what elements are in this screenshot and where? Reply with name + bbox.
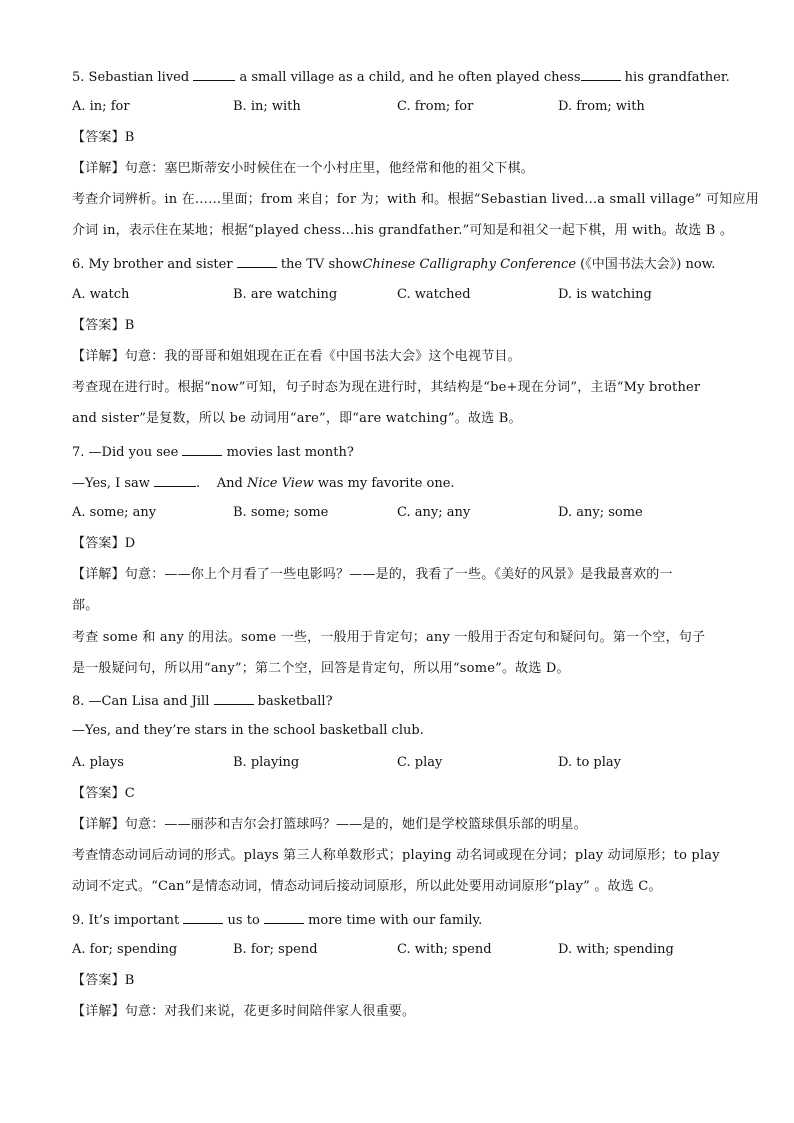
option-c: C. from; for [397, 99, 474, 114]
option-a: A. some; any [72, 505, 157, 520]
question-7-reply: —Yes, I saw . And Nice View was my favorite one. [72, 472, 455, 494]
answer-blank [581, 66, 621, 81]
detail-line: 考查情态动词后动词的形式。plays 第三人称单数形式；playing 动名词或现在分词；play 动词原形；to play [72, 848, 720, 863]
option-d: D. any; some [558, 505, 643, 520]
question-8-stem: 8. —Can Lisa and Jill basketball? [72, 690, 333, 712]
option-b: B. are watching [233, 287, 338, 302]
option-c: C. play [397, 755, 443, 770]
option-d: D. to play [558, 755, 621, 770]
question-9-stem: 9. It’s important us to more time with our family. [72, 909, 482, 931]
detail-line: 考查介词辨析。in 在……里面；from 来自；for 为；with 和。根据“Sebastian lived...a small village” 可知应用 [72, 192, 759, 207]
answer-blank [214, 690, 254, 705]
answer-blank [182, 441, 222, 456]
detail-line: 【详解】句意：——你上个月看了一些电影吗？——是的，我看了一些。《美好的风景》是我最喜欢的一 [72, 567, 673, 582]
detail-line: 考查现在进行时。根据“now”可知，句子时态为现在进行时，其结构是“be+现在分词”，主语“My brother [72, 380, 701, 395]
answer-label: 【答案】B [72, 973, 135, 988]
option-d: D. is watching [558, 287, 652, 302]
question-7-stem: 7. —Did you see movies last month? [72, 441, 354, 463]
detail-line: 是一般疑问句，所以用“any”；第二个空，回答是肯定句，所以用“some”。故选 D。 [72, 661, 570, 676]
question-5-stem: 5. Sebastian lived a small village as a child, and he often played chess his grandfather. [72, 66, 730, 88]
option-a: A. in; for [72, 99, 130, 114]
detail-line: 【详解】句意：——丽莎和吉尔会打篮球吗？——是的，她们是学校篮球俱乐部的明星。 [72, 817, 587, 832]
detail-line: 部。 [72, 598, 99, 613]
option-b: B. playing [233, 755, 300, 770]
option-c: C. with; spend [397, 942, 492, 957]
option-c: C. any; any [397, 505, 471, 520]
option-b: B. for; spend [233, 942, 318, 957]
detail-line: 【详解】句意：我的哥哥和姐姐现在正在看《中国书法大会》这个电视节目。 [72, 349, 521, 364]
answer-label: 【答案】B [72, 318, 135, 333]
answer-blank [264, 909, 304, 924]
option-d: D. with; spending [558, 942, 674, 957]
answer-blank [237, 253, 277, 268]
answer-label: 【答案】B [72, 130, 135, 145]
detail-line: 【详解】句意：塞巴斯蒂安小时候住在一个小村庄里，他经常和他的祖父下棋。 [72, 161, 535, 176]
option-a: A. watch [72, 287, 130, 302]
option-b: B. some; some [233, 505, 329, 520]
answer-label: 【答案】C [72, 786, 135, 801]
question-8-reply: —Yes, and they’re stars in the school basketball club. [72, 723, 424, 738]
option-a: A. for; spending [72, 942, 178, 957]
answer-label: 【答案】D [72, 536, 136, 551]
answer-blank [154, 472, 196, 487]
detail-line: 考查 some 和 any 的用法。some 一些，一般用于肯定句；any 一般用于否定句和疑问句。第一个空，句子 [72, 630, 706, 645]
answer-blank [193, 66, 235, 81]
detail-line: 【详解】句意：对我们来说，花更多时间陪伴家人很重要。 [72, 1004, 416, 1019]
option-b: B. in; with [233, 99, 301, 114]
option-a: A. plays [72, 755, 124, 770]
detail-line: 动词不定式。“Can”是情态动词，情态动词后接动词原形，所以此处要用动词原形“play” 。故选 C。 [72, 879, 662, 894]
answer-blank [183, 909, 223, 924]
option-c: C. watched [397, 287, 471, 302]
question-6-stem: 6. My brother and sister the TV showChinese Calligraphy Conference (《中国书法大会》) now. [72, 253, 715, 275]
option-d: D. from; with [558, 99, 645, 114]
detail-line: and sister”是复数，所以 be 动词用“are”，即“are watching”。故选 B。 [72, 411, 522, 426]
detail-line: 介词 in，表示住在某地；根据“played chess...his grandfather.”可知是和祖父一起下棋，用 with。故选 B 。 [72, 223, 734, 238]
